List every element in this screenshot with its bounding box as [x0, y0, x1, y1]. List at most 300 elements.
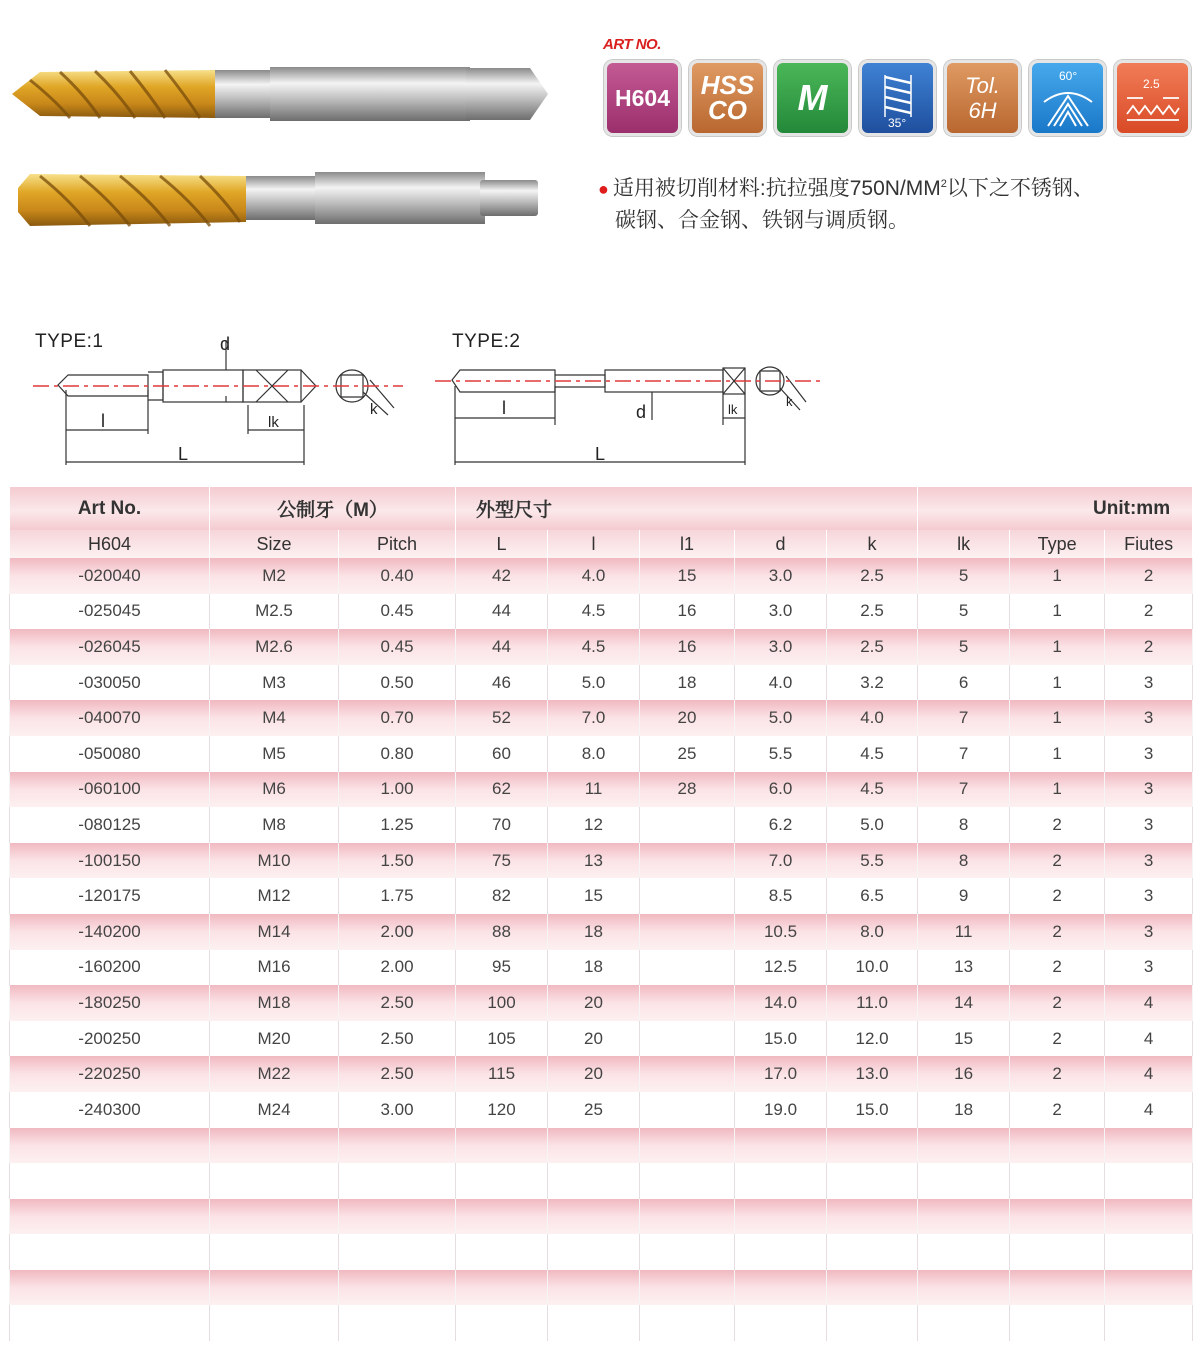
table-cell — [10, 1305, 210, 1341]
table-body — [10, 558, 1193, 1341]
tap-1 — [12, 67, 548, 121]
header-metric: 公制牙（M） — [210, 487, 456, 530]
table-cell: 3.00 — [339, 1092, 456, 1128]
col-header-k: k — [827, 530, 918, 558]
table-cell — [827, 1234, 918, 1270]
table-row — [10, 772, 1193, 808]
table-cell — [10, 1270, 210, 1306]
table-cell: M18 — [210, 985, 339, 1021]
table-cell: 75 — [456, 843, 548, 879]
table-cell: 2 — [1105, 558, 1193, 594]
table-row — [10, 878, 1193, 914]
table-cell: 25 — [640, 736, 735, 772]
table-header-row-2 — [10, 530, 1193, 558]
table-row — [10, 736, 1193, 772]
table-cell: 1 — [1010, 665, 1105, 701]
empty-table-row — [10, 1270, 1193, 1306]
table-cell: M2.6 — [210, 629, 339, 665]
table-cell — [10, 1128, 210, 1164]
type1-k-label: k — [370, 401, 378, 418]
table-cell: 3.0 — [735, 558, 827, 594]
table-cell — [548, 1163, 640, 1199]
table-cell — [640, 878, 735, 914]
h604-badge-text: H604 — [615, 84, 670, 111]
col-header-size: Size — [210, 530, 339, 558]
table-cell: 15 — [548, 878, 640, 914]
table-cell: 2 — [1010, 1056, 1105, 1092]
table-cell: 15 — [918, 1021, 1010, 1057]
table-cell — [456, 1128, 548, 1164]
table-cell: 3 — [1105, 914, 1193, 950]
spiral-tap-photo — [0, 40, 560, 250]
table-cell: M16 — [210, 950, 339, 986]
table-cell: -100150 — [10, 843, 210, 879]
table-cell: 3 — [1105, 736, 1193, 772]
table-cell: 15.0 — [735, 1021, 827, 1057]
header-unit: Unit:mm — [918, 487, 1193, 530]
table-cell: 3 — [1105, 700, 1193, 736]
table-cell: -030050 — [10, 665, 210, 701]
table-cell: M20 — [210, 1021, 339, 1057]
table-cell — [456, 1305, 548, 1341]
table-cell: 5.0 — [735, 700, 827, 736]
type2-L-label: L — [595, 444, 606, 464]
table-cell: 3.2 — [827, 665, 918, 701]
type1-d-label: d — [220, 334, 231, 354]
table-cell: 1 — [1010, 629, 1105, 665]
type1-lk-label: lk — [268, 414, 279, 431]
table-cell — [640, 1234, 735, 1270]
m-badge-text: M — [797, 77, 828, 118]
table-cell: 2 — [1010, 807, 1105, 843]
table-cell — [640, 1199, 735, 1235]
table-cell — [10, 1234, 210, 1270]
table-cell — [918, 1234, 1010, 1270]
table-row — [10, 843, 1193, 879]
table-cell: -200250 — [10, 1021, 210, 1057]
product-photos — [0, 40, 560, 250]
table-cell — [456, 1234, 548, 1270]
table-cell: -060100 — [10, 772, 210, 808]
table-cell: 7.0 — [548, 700, 640, 736]
table-cell: 3.0 — [735, 594, 827, 630]
table-cell — [827, 1270, 918, 1306]
table-cell: 100 — [456, 985, 548, 1021]
table-cell — [735, 1128, 827, 1164]
table-cell — [210, 1270, 339, 1306]
table-cell — [827, 1163, 918, 1199]
table-cell — [210, 1305, 339, 1341]
table-cell: 6 — [918, 665, 1010, 701]
table-cell: 95 — [456, 950, 548, 986]
table-cell: 12.5 — [735, 950, 827, 986]
table-cell — [1010, 1270, 1105, 1306]
table-cell — [210, 1234, 339, 1270]
table-cell: 2.50 — [339, 1021, 456, 1057]
table-cell — [640, 1092, 735, 1128]
thread-angle-icon — [1040, 82, 1096, 130]
material-text-1b: 以下之不锈钢、 — [946, 177, 1094, 200]
table-cell: -080125 — [10, 807, 210, 843]
table-cell: -025045 — [10, 594, 210, 630]
table-cell: 120 — [456, 1092, 548, 1128]
table-cell — [735, 1163, 827, 1199]
table-cell: 3 — [1105, 665, 1193, 701]
table-cell: 42 — [456, 558, 548, 594]
table-cell — [1010, 1163, 1105, 1199]
table-cell: 20 — [548, 985, 640, 1021]
table-cell: 4.5 — [548, 629, 640, 665]
col-header-l1: l1 — [640, 530, 735, 558]
table-cell: 13.0 — [827, 1056, 918, 1092]
table-cell: 4 — [1105, 985, 1193, 1021]
table-cell — [640, 1163, 735, 1199]
chamfer-badge — [1114, 60, 1191, 136]
table-cell: 1 — [1010, 736, 1105, 772]
spec-table-grid — [9, 487, 1193, 1341]
table-row — [10, 985, 1193, 1021]
table-cell: 11.0 — [827, 985, 918, 1021]
type1-diagram — [28, 330, 408, 470]
col-header-lk: lk — [918, 530, 1010, 558]
chamfer-text: 2.5 — [1143, 77, 1160, 91]
table-cell — [918, 1270, 1010, 1306]
type2-l-label: l — [502, 398, 506, 418]
table-cell: 1 — [1010, 772, 1105, 808]
table-cell: 12.0 — [827, 1021, 918, 1057]
type1-label: TYPE:1 — [35, 331, 104, 352]
table-cell — [548, 1128, 640, 1164]
table-cell: M10 — [210, 843, 339, 879]
table-cell: 28 — [640, 772, 735, 808]
table-cell: 2 — [1010, 878, 1105, 914]
type1-L-label: L — [178, 444, 189, 464]
table-cell — [640, 1056, 735, 1092]
table-cell: 2.5 — [827, 594, 918, 630]
table-cell: 7 — [918, 700, 1010, 736]
table-cell: 14.0 — [735, 985, 827, 1021]
table-cell — [918, 1199, 1010, 1235]
hss-badge-line1: HSS — [700, 70, 755, 100]
table-cell: -026045 — [10, 629, 210, 665]
table-cell: 1.75 — [339, 878, 456, 914]
table-cell — [827, 1128, 918, 1164]
material-sup: 2 — [940, 178, 947, 190]
table-cell: 52 — [456, 700, 548, 736]
table-row — [10, 629, 1193, 665]
table-cell: 6.5 — [827, 878, 918, 914]
table-cell: 2 — [1010, 985, 1105, 1021]
table-cell: 2.50 — [339, 1056, 456, 1092]
table-cell: 2.50 — [339, 985, 456, 1021]
table-cell — [456, 1199, 548, 1235]
table-cell: M5 — [210, 736, 339, 772]
table-cell — [339, 1163, 456, 1199]
table-cell: 2 — [1010, 1092, 1105, 1128]
chamfer-icon — [1123, 92, 1183, 126]
table-cell — [1105, 1305, 1193, 1341]
table-cell: 1 — [1010, 558, 1105, 594]
table-cell: -220250 — [10, 1056, 210, 1092]
table-cell: 2 — [1010, 1021, 1105, 1057]
table-cell: 10.5 — [735, 914, 827, 950]
applicable-materials — [598, 168, 1188, 237]
table-cell: 2.5 — [827, 629, 918, 665]
table-cell: 16 — [640, 629, 735, 665]
table-row — [10, 807, 1193, 843]
table-cell: 2 — [1010, 914, 1105, 950]
table-cell: M6 — [210, 772, 339, 808]
table-cell: 8 — [918, 807, 1010, 843]
table-row — [10, 1092, 1193, 1128]
table-cell: 2 — [1010, 843, 1105, 879]
table-cell: 44 — [456, 629, 548, 665]
table-cell — [456, 1270, 548, 1306]
table-cell: 15.0 — [827, 1092, 918, 1128]
type2-diagram — [430, 330, 830, 470]
table-cell — [640, 807, 735, 843]
m-thread-badge — [774, 60, 851, 136]
table-row — [10, 950, 1193, 986]
table-cell — [1105, 1128, 1193, 1164]
table-cell: M2 — [210, 558, 339, 594]
table-cell: 11 — [918, 914, 1010, 950]
bullet-icon: ● — [598, 179, 609, 199]
table-cell: 0.50 — [339, 665, 456, 701]
material-text-2: 碳钢、合金钢、铁钢与调质钢。 — [615, 209, 909, 232]
table-cell: 20 — [548, 1056, 640, 1092]
table-cell: 3 — [1105, 772, 1193, 808]
table-cell: 0.70 — [339, 700, 456, 736]
table-cell: 82 — [456, 878, 548, 914]
table-cell: 19.0 — [735, 1092, 827, 1128]
table-cell — [918, 1163, 1010, 1199]
table-cell: 25 — [548, 1092, 640, 1128]
col-header-pitch: Pitch — [339, 530, 456, 558]
table-cell: 3 — [1105, 843, 1193, 879]
table-cell: 0.40 — [339, 558, 456, 594]
table-cell: 46 — [456, 665, 548, 701]
table-row — [10, 594, 1193, 630]
table-cell — [548, 1270, 640, 1306]
table-cell: M4 — [210, 700, 339, 736]
hss-co-badge — [689, 60, 766, 136]
table-cell — [210, 1199, 339, 1235]
table-cell: 8.5 — [735, 878, 827, 914]
table-cell: 13 — [918, 950, 1010, 986]
table-cell — [10, 1199, 210, 1235]
table-cell: 8.0 — [548, 736, 640, 772]
header-outer-dims: 外型尺寸 — [456, 487, 918, 530]
tolerance-badge — [944, 60, 1021, 136]
table-cell: 6.0 — [735, 772, 827, 808]
table-cell — [735, 1199, 827, 1235]
table-cell: 4 — [1105, 1056, 1193, 1092]
type2-d-label: d — [636, 402, 647, 422]
table-cell: -020040 — [10, 558, 210, 594]
table-cell: M3 — [210, 665, 339, 701]
thread-angle-badge — [1029, 60, 1106, 136]
table-cell: 3 — [1105, 950, 1193, 986]
table-cell: 5 — [918, 629, 1010, 665]
table-cell: 88 — [456, 914, 548, 950]
table-cell: 20 — [548, 1021, 640, 1057]
table-cell: 7.0 — [735, 843, 827, 879]
table-cell: 10.0 — [827, 950, 918, 986]
table-cell: 7 — [918, 772, 1010, 808]
table-cell — [640, 914, 735, 950]
table-cell — [735, 1234, 827, 1270]
header-art-no: Art No. — [10, 487, 210, 530]
table-cell — [827, 1305, 918, 1341]
empty-table-row — [10, 1128, 1193, 1164]
table-row — [10, 1056, 1193, 1092]
table-cell — [640, 1305, 735, 1341]
col-header-h604: H604 — [10, 530, 210, 558]
table-cell — [1010, 1128, 1105, 1164]
table-cell: 8.0 — [827, 914, 918, 950]
table-cell — [735, 1270, 827, 1306]
table-cell: M12 — [210, 878, 339, 914]
tol-badge-line1: Tol. — [965, 73, 1000, 98]
table-cell — [1105, 1163, 1193, 1199]
table-cell: 9 — [918, 878, 1010, 914]
table-cell: 20 — [640, 700, 735, 736]
table-cell: M2.5 — [210, 594, 339, 630]
table-cell — [210, 1163, 339, 1199]
table-cell: 2 — [1105, 594, 1193, 630]
table-cell: M8 — [210, 807, 339, 843]
table-cell: 6.2 — [735, 807, 827, 843]
col-header-d: d — [735, 530, 827, 558]
table-cell: 2.00 — [339, 950, 456, 986]
table-cell: 5.0 — [548, 665, 640, 701]
table-cell — [1010, 1305, 1105, 1341]
type2-k-label: k — [786, 394, 793, 409]
table-cell — [548, 1199, 640, 1235]
table-cell: 13 — [548, 843, 640, 879]
table-cell — [640, 1021, 735, 1057]
table-cell: 0.45 — [339, 629, 456, 665]
spec-table — [9, 487, 1192, 1341]
table-cell: -160200 — [10, 950, 210, 986]
table-cell: 14 — [918, 985, 1010, 1021]
table-cell: 18 — [548, 950, 640, 986]
helix-angle-badge — [859, 60, 936, 136]
table-cell — [10, 1163, 210, 1199]
table-cell — [339, 1234, 456, 1270]
table-cell: 4.0 — [827, 700, 918, 736]
table-cell: 18 — [548, 914, 640, 950]
table-cell: 5.5 — [827, 843, 918, 879]
table-cell: M22 — [210, 1056, 339, 1092]
table-row — [10, 665, 1193, 701]
table-cell — [918, 1128, 1010, 1164]
table-cell: 4.0 — [735, 665, 827, 701]
empty-table-row — [10, 1199, 1193, 1235]
table-cell: 4.5 — [548, 594, 640, 630]
table-cell: -240300 — [10, 1092, 210, 1128]
table-cell: -040070 — [10, 700, 210, 736]
table-row — [10, 1021, 1193, 1057]
table-cell — [339, 1270, 456, 1306]
table-cell: 44 — [456, 594, 548, 630]
table-row — [10, 700, 1193, 736]
table-row — [10, 558, 1193, 594]
col-header-flutes: Fiutes — [1105, 530, 1193, 558]
table-cell: 8 — [918, 843, 1010, 879]
table-cell: 70 — [456, 807, 548, 843]
table-cell: 3.0 — [735, 629, 827, 665]
table-cell: -140200 — [10, 914, 210, 950]
table-cell: 60 — [456, 736, 548, 772]
table-cell: 4 — [1105, 1092, 1193, 1128]
table-cell: 1.50 — [339, 843, 456, 879]
table-cell: 5 — [918, 594, 1010, 630]
table-cell: -180250 — [10, 985, 210, 1021]
h604-badge — [604, 60, 681, 136]
table-cell — [640, 843, 735, 879]
type1-l-label: l — [101, 411, 105, 431]
table-cell: 5.0 — [827, 807, 918, 843]
table-cell: 16 — [640, 594, 735, 630]
table-cell: 12 — [548, 807, 640, 843]
tap-2 — [18, 172, 538, 226]
table-cell — [548, 1305, 640, 1341]
table-cell: 4.5 — [827, 772, 918, 808]
table-cell — [640, 950, 735, 986]
table-cell: 11 — [548, 772, 640, 808]
type2-label: TYPE:2 — [452, 331, 521, 352]
table-cell: 4.0 — [548, 558, 640, 594]
table-cell: 115 — [456, 1056, 548, 1092]
table-cell: 1.00 — [339, 772, 456, 808]
table-cell: 17.0 — [735, 1056, 827, 1092]
table-header-row-1 — [10, 487, 1193, 530]
art-no-label: ART NO. — [603, 36, 661, 53]
table-cell: 18 — [640, 665, 735, 701]
table-cell: 2 — [1105, 629, 1193, 665]
spec-badges — [604, 60, 1191, 136]
table-cell — [548, 1234, 640, 1270]
table-cell — [735, 1305, 827, 1341]
table-cell: -050080 — [10, 736, 210, 772]
table-cell: 16 — [918, 1056, 1010, 1092]
table-cell — [640, 1270, 735, 1306]
hss-badge-line2: CO — [708, 95, 747, 125]
material-line-1 — [598, 168, 1188, 205]
table-cell: 2 — [1010, 950, 1105, 986]
table-cell: 4.5 — [827, 736, 918, 772]
table-cell: 7 — [918, 736, 1010, 772]
empty-table-row — [10, 1305, 1193, 1341]
table-cell: 1 — [1010, 700, 1105, 736]
table-cell: 3 — [1105, 807, 1193, 843]
helix-angle-text: 35° — [888, 116, 907, 130]
table-cell: 18 — [918, 1092, 1010, 1128]
table-cell: 105 — [456, 1021, 548, 1057]
table-cell: -120175 — [10, 878, 210, 914]
thread-angle-text: 60° — [1059, 69, 1078, 83]
table-cell: 1 — [1010, 594, 1105, 630]
table-cell — [339, 1199, 456, 1235]
tol-badge-line2: 6H — [968, 98, 997, 123]
table-cell: 2.5 — [827, 558, 918, 594]
table-cell — [1105, 1199, 1193, 1235]
table-cell: 3 — [1105, 878, 1193, 914]
table-cell — [1105, 1270, 1193, 1306]
table-cell: M14 — [210, 914, 339, 950]
